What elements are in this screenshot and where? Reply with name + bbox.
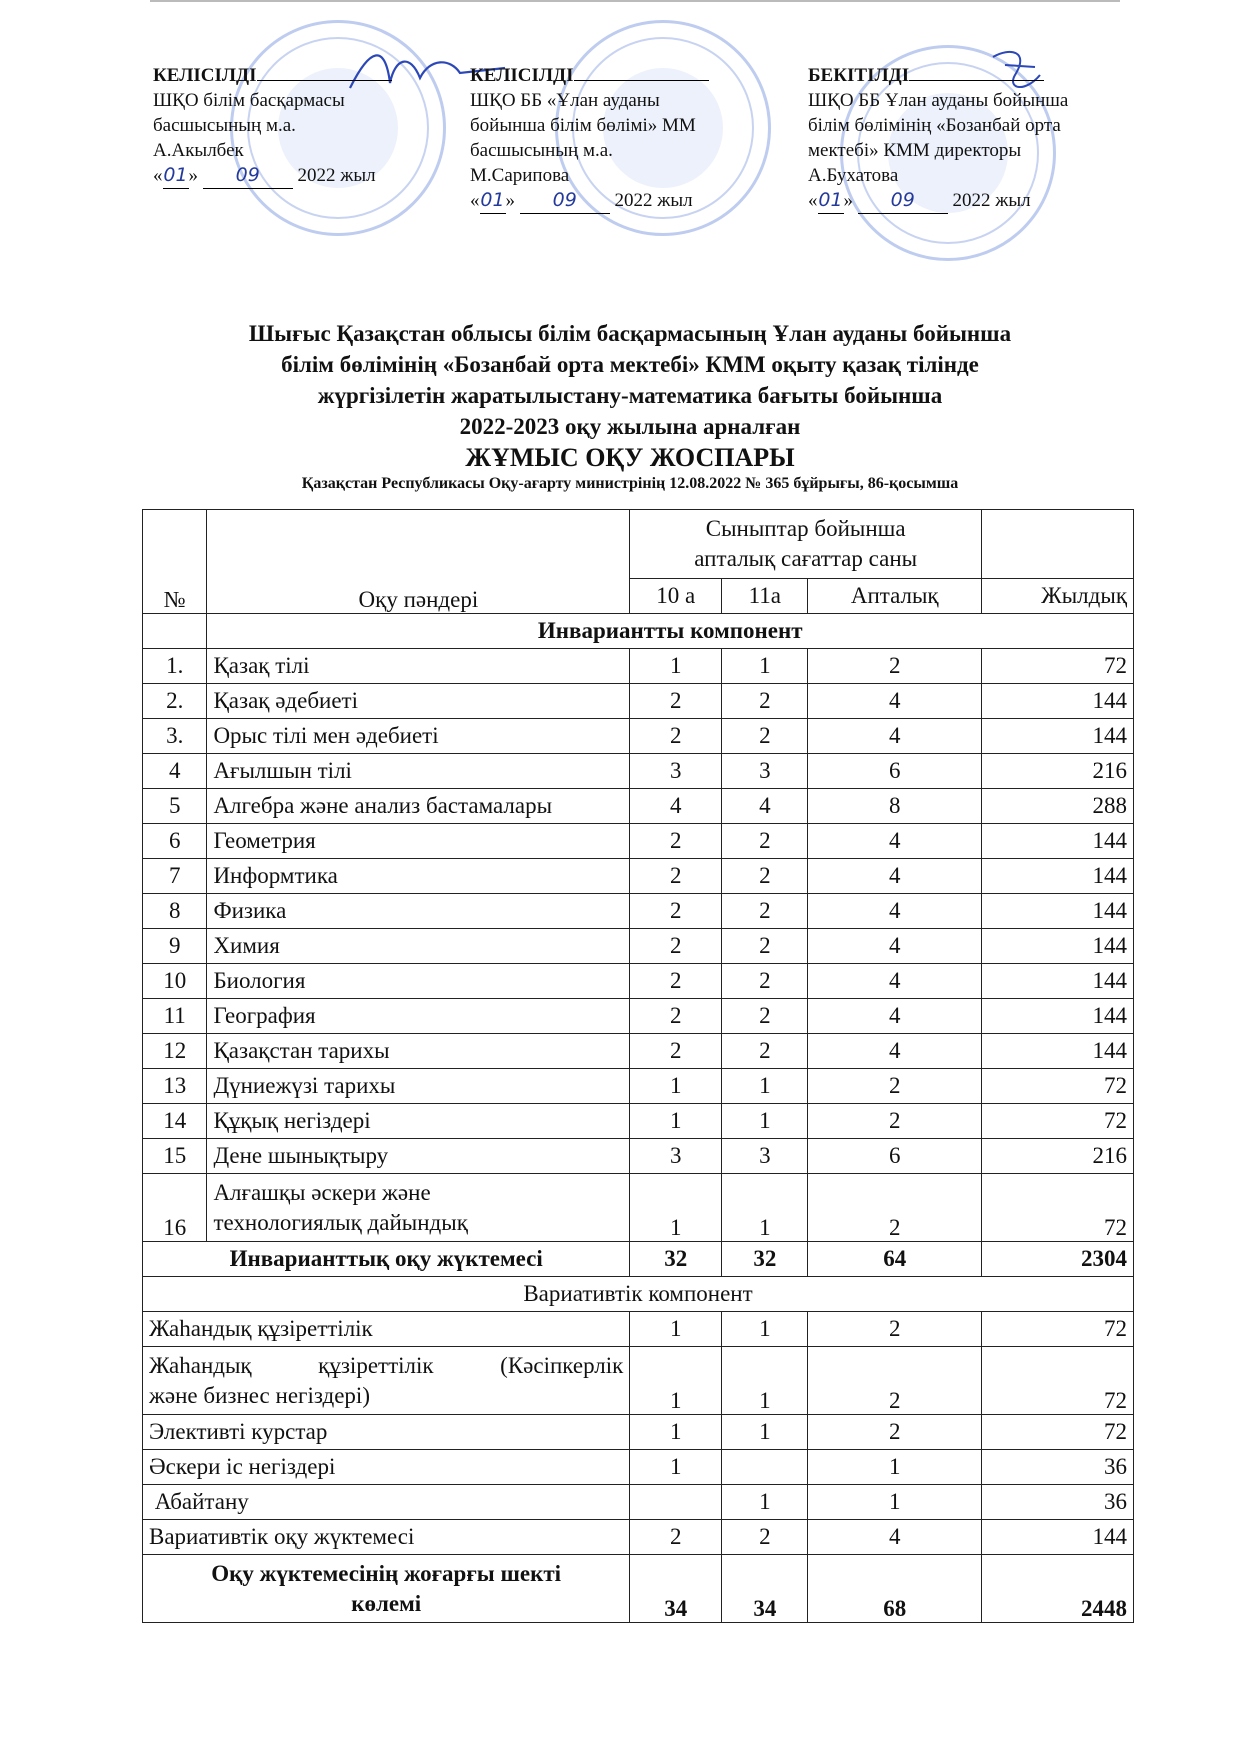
table-row [143,894,1134,929]
row-num: 7 [143,859,207,894]
section-variative-title: Вариативтік компонент [143,1277,1134,1312]
row-subject: Химия [207,929,630,964]
row-weekly: 4 [808,964,982,999]
row-weekly: 2 [808,1415,982,1450]
table-row [143,1034,1134,1069]
row-weekly: 2 [808,1347,982,1415]
row-c11: 2 [722,719,808,754]
row-c10: 4 [630,789,722,824]
row-c11: 2 [722,894,808,929]
row-weekly: 1 [808,1485,982,1520]
row-c11: 1 [722,1312,808,1347]
signature-line [909,62,1044,81]
row-num: 3. [143,719,207,754]
date-day: 01 [163,163,189,189]
approval-line: А.Акылбек [153,140,244,161]
row-weekly: 4 [808,929,982,964]
table-row [143,1069,1134,1104]
title-order-reference: Қазақстан Республикасы Оқу-ағарту министрінің 12.08.2022 № 365 бұйрығы, 86-қосымша [301,475,959,492]
row-subject: Алгебра және анализ бастамалары [207,789,630,824]
title-main: ЖҰМЫС ОҚУ ЖОСПАРЫ [465,443,795,472]
row-c11: 2 [722,999,808,1034]
row-yearly: 72 [982,1415,1134,1450]
row-num: 5 [143,789,207,824]
total-yearly: 2304 [982,1242,1134,1277]
row-c10: 2 [630,719,722,754]
row-num: 11 [143,999,207,1034]
row-subject: Абайтану [143,1485,630,1520]
row-c10: 2 [630,684,722,719]
row-c11 [722,1450,808,1485]
row-c10: 3 [630,754,722,789]
title-line-1: Шығыс Қазақстан облысы білім басқармасының Ұлан ауданы бойынша [248,321,1012,346]
table-row [143,684,1134,719]
row-c10: 2 [630,929,722,964]
row-weekly: 4 [808,894,982,929]
row-subject: Қазақстан тарихы [207,1034,630,1069]
row-yearly: 144 [982,929,1134,964]
row-num: 9 [143,929,207,964]
header-subjects: Оқу пәндері [207,510,630,614]
table-row [143,1450,1134,1485]
top-border-line [150,0,1120,2]
row-subject: Дене шынықтыру [207,1139,630,1174]
max-total-row [143,1555,1134,1623]
row-subject: Биология [207,964,630,999]
row-yearly: 144 [982,684,1134,719]
table-row [143,1174,1134,1242]
max-total-weekly: 68 [808,1555,982,1623]
row-c11: 2 [722,929,808,964]
row-num: 8 [143,894,207,929]
header-class-hours: Сыныптар бойынша апталық сағаттар саны [630,510,982,579]
approval-block-1 [153,62,392,189]
approval-line: білім бөлімінің «Бозанбай орта [808,115,1061,136]
row-num: 1. [143,649,207,684]
row-c11: 1 [722,1485,808,1520]
approval-heading: КЕЛІСІЛДІ [470,65,574,86]
approval-line: М.Сарипова [470,165,570,186]
document-title [130,318,1130,495]
row-num: 4 [143,754,207,789]
row-c11: 2 [722,1034,808,1069]
row-weekly: 1 [808,1450,982,1485]
row-weekly: 2 [808,1069,982,1104]
row-weekly: 4 [808,824,982,859]
approval-line: мектебі» КММ директоры [808,140,1022,161]
row-subject: Қазақ әдебиеті [207,684,630,719]
title-line-3: жүргізілетін жаратылыстану-математика бағыты бойынша [317,383,943,408]
table-row [143,1312,1134,1347]
table-row [143,859,1134,894]
row-c10: 2 [630,894,722,929]
row-yearly: 36 [982,1450,1134,1485]
table-row [143,999,1134,1034]
date-month: 09 [203,163,293,189]
row-subject: Ағылшын тілі [207,754,630,789]
row-c10: 2 [630,999,722,1034]
table-header-row [143,510,1134,579]
row-yearly: 72 [982,649,1134,684]
row-subject: Информтика [207,859,630,894]
approval-block-2 [470,62,709,214]
row-yearly: 144 [982,719,1134,754]
approval-line: басшысының м.а. [470,140,613,161]
row-num: 6 [143,824,207,859]
approval-block-3 [808,62,1068,214]
row-yearly: 72 [982,1104,1134,1139]
row-c10: 2 [630,859,722,894]
row-num: 15 [143,1139,207,1174]
row-weekly: 2 [808,1312,982,1347]
table-row [143,824,1134,859]
table-row [143,1415,1134,1450]
table-row [143,649,1134,684]
row-c11: 3 [722,754,808,789]
curriculum-table [142,509,1134,1623]
row-weekly: 4 [808,1520,982,1555]
table-row [143,719,1134,754]
date-year: 2022 жыл [614,190,693,211]
row-subject: Орыс тілі мен әдебиеті [207,719,630,754]
total-weekly: 64 [808,1242,982,1277]
row-weekly: 2 [808,1104,982,1139]
date-month: 09 [858,188,948,214]
row-yearly: 288 [982,789,1134,824]
row-c11: 1 [722,1347,808,1415]
row-subject: Дүниежүзі тарихы [207,1069,630,1104]
row-yearly: 144 [982,824,1134,859]
row-yearly: 144 [982,964,1134,999]
row-num: 16 [143,1174,207,1242]
row-c10: 1 [630,1450,722,1485]
row-c11: 1 [722,1415,808,1450]
section-row [143,1277,1134,1312]
row-c10: 2 [630,824,722,859]
row-yearly: 144 [982,894,1134,929]
row-c11: 1 [722,649,808,684]
row-yearly: 72 [982,1312,1134,1347]
section-row [143,614,1134,649]
row-weekly: 6 [808,1139,982,1174]
header-num: № [143,510,207,614]
table-row [143,929,1134,964]
row-subject: Физика [207,894,630,929]
table-row [143,754,1134,789]
section-invariant-title: Инвариантты компонент [207,614,1134,649]
date-year: 2022 жыл [297,165,376,186]
variative-total-row [143,1520,1134,1555]
row-yearly: 72 [982,1174,1134,1242]
row-c10: 3 [630,1139,722,1174]
approval-heading: КЕЛІСІЛДІ [153,65,257,86]
approval-line: ШҚО ББ Ұлан ауданы бойынша [808,90,1069,111]
row-c11: 1 [722,1104,808,1139]
header-class-11a: 11а [722,579,808,614]
row-subject: Жаһандық құзіреттілік (Кәсіпкерлік және бизнес негіздері) [143,1347,630,1415]
row-subject: Жаһандық құзіреттілік [143,1312,630,1347]
max-total-c10: 34 [630,1555,722,1623]
row-weekly: 6 [808,754,982,789]
row-subject: Геометрия [207,824,630,859]
row-weekly: 4 [808,684,982,719]
row-weekly: 4 [808,719,982,754]
row-subject: География [207,999,630,1034]
row-c10: 1 [630,1312,722,1347]
row-yearly: 72 [982,1069,1134,1104]
row-c11: 3 [722,1139,808,1174]
row-yearly: 216 [982,754,1134,789]
row-c11: 2 [722,684,808,719]
row-weekly: 8 [808,789,982,824]
row-num: 2. [143,684,207,719]
approval-line: бойынша білім бөлімі» ММ [470,115,696,136]
row-yearly: 144 [982,1520,1134,1555]
row-c10: 1 [630,649,722,684]
total-label: Инварианттық оқу жүктемесі [143,1242,630,1277]
row-yearly: 144 [982,1034,1134,1069]
row-weekly: 2 [808,1174,982,1242]
invariant-rows [143,649,1134,1174]
invariant-total-row [143,1242,1134,1277]
row-subject: Құқық негіздері [207,1104,630,1139]
row-c11: 1 [722,1069,808,1104]
row-subject: Алғашқы әскери және технологиялық дайындық [207,1174,630,1242]
row-weekly: 2 [808,649,982,684]
header-weekly: Апталық [808,579,982,614]
row-yearly: 36 [982,1485,1134,1520]
title-line-4: 2022-2023 оқу жылына арналған [459,414,801,439]
total-c10: 32 [630,1242,722,1277]
row-c10: 1 [630,1174,722,1242]
table-row [143,1139,1134,1174]
max-total-yearly: 2448 [982,1555,1134,1623]
row-yearly: 216 [982,1139,1134,1174]
date-day: 01 [480,188,506,214]
signature-line [574,62,709,81]
row-c10: 2 [630,964,722,999]
row-c10: 2 [630,1034,722,1069]
row-c10: 1 [630,1069,722,1104]
title-line-2: білім бөлімінің «Бозанбай орта мектебі» КММ оқыту қазақ тілінде [281,352,979,377]
max-total-label: Оқу жүктемесінің жоғарғы шекті көлемі [143,1555,630,1623]
row-subject: Қазақ тілі [207,649,630,684]
row-c11: 1 [722,1174,808,1242]
row-c11: 2 [722,859,808,894]
row-c10: 1 [630,1104,722,1139]
date-year: 2022 жыл [952,190,1031,211]
signature-line [257,62,392,81]
row-num: 14 [143,1104,207,1139]
row-c10: 1 [630,1415,722,1450]
approval-line: ШҚО білім басқармасы [153,90,345,111]
table-row [143,789,1134,824]
max-total-c11: 34 [722,1555,808,1623]
row-weekly: 4 [808,1034,982,1069]
approval-heading: БЕКІТІЛДІ [808,65,910,86]
row-c11: 2 [722,1520,808,1555]
approval-line: ШҚО ББ «Ұлан ауданы [470,90,660,111]
row-yearly: 144 [982,859,1134,894]
approval-line: басшысының м.а. [153,115,296,136]
table-row [143,1485,1134,1520]
header-class-10a: 10 а [630,579,722,614]
row-num: 12 [143,1034,207,1069]
row-c10: 1 [630,1347,722,1415]
row-num: 10 [143,964,207,999]
row-subject: Элективті курстар [143,1415,630,1450]
row-weekly: 4 [808,999,982,1034]
approval-date: «01» 09 2022 жыл [808,188,1068,214]
approval-date: «01» 09 2022 жыл [153,163,392,189]
header-empty-cell [982,510,1134,579]
table-row [143,1347,1134,1415]
row-num: 13 [143,1069,207,1104]
row-c10 [630,1485,722,1520]
row-c11: 2 [722,964,808,999]
header-yearly: Жылдық [982,579,1134,614]
total-c11: 32 [722,1242,808,1277]
date-month: 09 [520,188,610,214]
row-yearly: 144 [982,999,1134,1034]
approval-line: А.Бухатова [808,165,899,186]
row-subject: Әскери іс негіздері [143,1450,630,1485]
row-c11: 4 [722,789,808,824]
row-yearly: 72 [982,1347,1134,1415]
row-c11: 2 [722,824,808,859]
row-weekly: 4 [808,859,982,894]
row-c10: 2 [630,1520,722,1555]
table-row [143,1104,1134,1139]
date-day: 01 [818,188,844,214]
row-subject: Вариативтік оқу жүктемесі [143,1520,630,1555]
approval-date: «01» 09 2022 жыл [470,188,709,214]
table-row [143,964,1134,999]
